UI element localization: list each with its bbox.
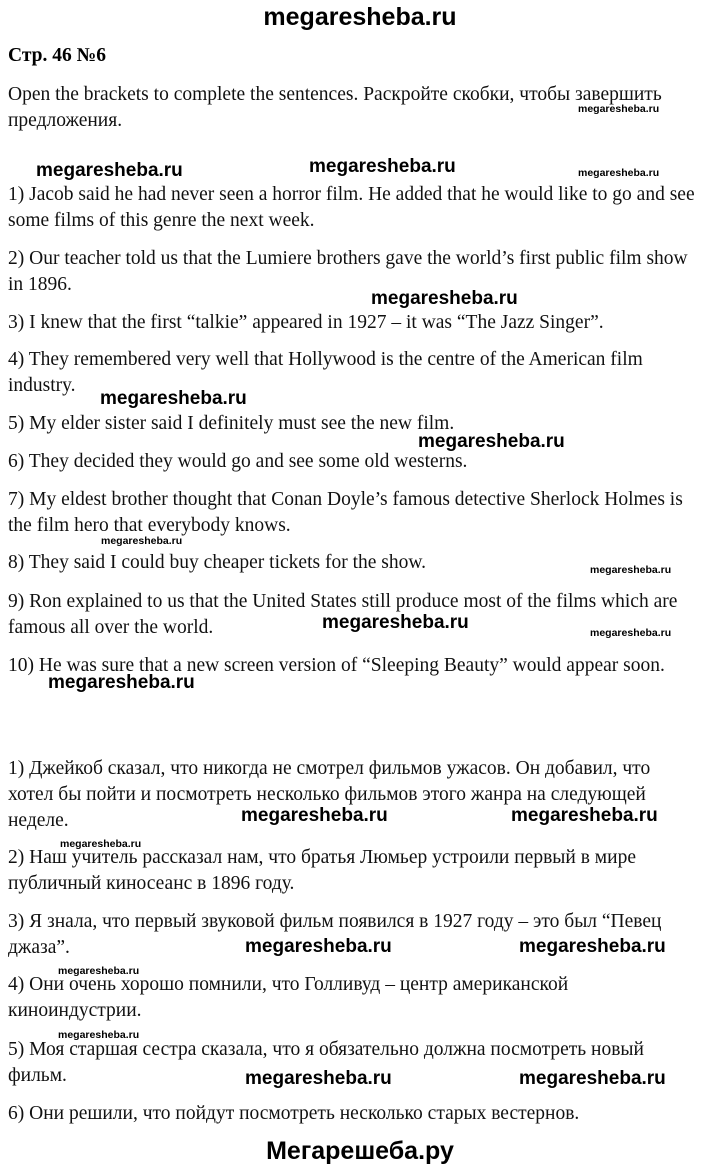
footer-site-title: Мегарешеба.ру <box>266 1137 454 1165</box>
watermark-small: megaresheba.ru <box>58 1029 140 1041</box>
watermark-large: megaresheba.ru <box>322 612 469 633</box>
watermark-small: megaresheba.ru <box>590 627 672 639</box>
russian-sentence-2: 2) Наш учитель рассказал нам, что братья Люмьер устроили первый в мире публичный киносеанс в 1896 году. <box>8 847 636 894</box>
watermark-small: megaresheba.ru <box>58 965 140 977</box>
watermark-small: megaresheba.ru <box>578 167 660 179</box>
english-sentence-5: 5) My elder sister said I definitely must see the new film. <box>8 413 455 434</box>
watermark-large: megaresheba.ru <box>418 431 565 452</box>
watermark-large: megaresheba.ru <box>100 388 247 409</box>
russian-sentence-4: 4) Они очень хорошо помнили, что Голливуд – центр американской киноиндустрии. <box>8 974 569 1021</box>
russian-sentence-3: 3) Я знала, что первый звуковой фильм появился в 1927 году – это был “Певец джаза”. <box>8 911 662 958</box>
english-sentence-2: 2) Our teacher told us that the Lumiere brothers gave the world’s first public film show in 1896. <box>8 248 688 295</box>
page-reference: Стр. 46 №6 <box>8 45 106 66</box>
english-sentence-4: 4) They remembered very well that Hollywood is the centre of the American film industry. <box>8 349 643 396</box>
russian-sentence-5: 5) Моя старшая сестра сказала, что я обязательно должна посмотреть новый фильм. <box>8 1039 644 1086</box>
watermark-large: megaresheba.ru <box>519 1068 666 1089</box>
watermark-large: megaresheba.ru <box>519 936 666 957</box>
watermark-large: megaresheba.ru <box>36 160 183 181</box>
watermark-small: megaresheba.ru <box>60 838 142 850</box>
russian-sentence-6: 6) Они решили, что пойдут посмотреть несколько старых вестернов. <box>8 1103 580 1124</box>
english-sentence-10: 10) He was sure that a new screen version of “Sleeping Beauty” would appear soon. <box>8 655 665 676</box>
watermark-large: megaresheba.ru <box>245 1068 392 1089</box>
english-sentence-6: 6) They decided they would go and see some old westerns. <box>8 451 468 472</box>
site-title: megaresheba.ru <box>263 3 457 31</box>
watermark-small: megaresheba.ru <box>578 103 660 115</box>
watermark-large: megaresheba.ru <box>245 936 392 957</box>
english-sentence-1: 1) Jacob said he had never seen a horror film. He added that he would like to go and see some films of this genre the next week. <box>8 184 695 231</box>
watermark-small: megaresheba.ru <box>590 564 672 576</box>
watermark-large: megaresheba.ru <box>48 672 195 693</box>
watermark-small: megaresheba.ru <box>101 535 183 547</box>
watermark-large: megaresheba.ru <box>309 156 456 177</box>
watermark-large: megaresheba.ru <box>511 805 658 826</box>
english-sentence-8: 8) They said I could buy cheaper tickets for the show. <box>8 552 427 573</box>
english-sentence-3: 3) I knew that the first “talkie” appeared in 1927 – it was “The Jazz Singer”. <box>8 312 604 333</box>
task-instructions: Open the brackets to complete the sentences. Раскройте скобки, чтобы завершить предложения. <box>8 84 662 131</box>
watermark-large: megaresheba.ru <box>371 288 518 309</box>
russian-sentence-1: 1) Джейкоб сказал, что никогда не смотрел фильмов ужасов. Он добавил, что хотел бы пойти и посмотреть несколько фильмов этого жанра на следующей неделе. <box>8 758 651 831</box>
english-sentence-9: 9) Ron explained to us that the United States still produce most of the films which are famous all over the world. <box>8 591 678 638</box>
english-sentence-7: 7) My eldest brother thought that Conan Doyle’s famous detective Sherlock Holmes is the film hero that everybody knows. <box>8 489 683 536</box>
watermark-large: megaresheba.ru <box>241 805 388 826</box>
